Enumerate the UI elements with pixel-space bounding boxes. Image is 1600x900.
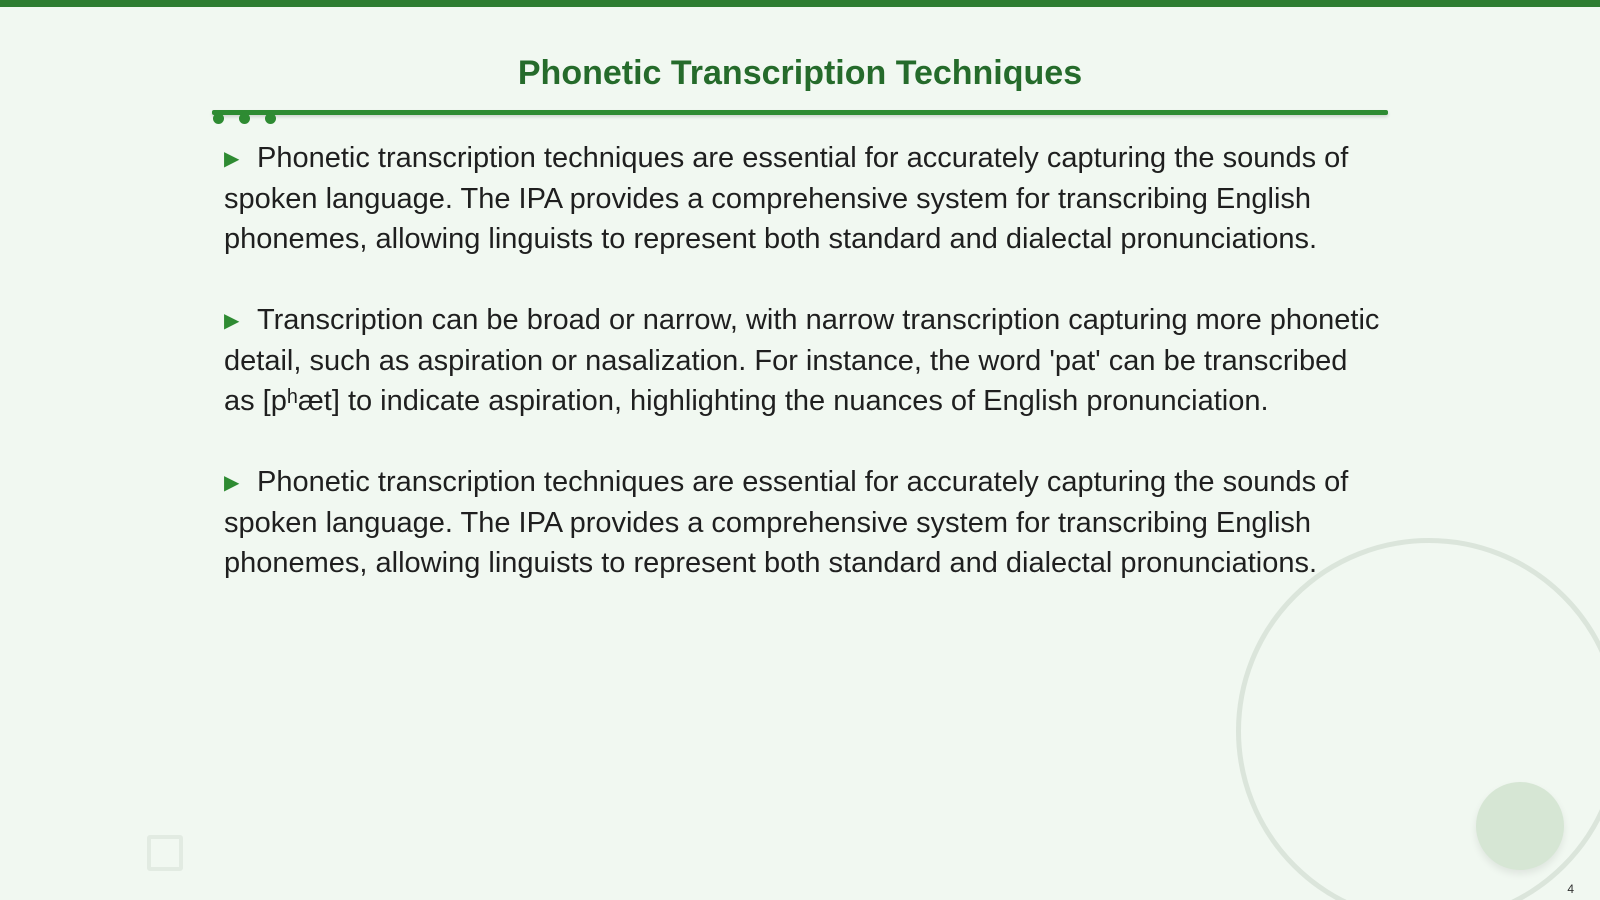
bullet-item (224, 462, 1384, 583)
triangle-right-icon: ▶ (224, 148, 240, 170)
decorative-square (147, 835, 183, 871)
bullet-item (224, 138, 1384, 259)
bullet-text: Transcription can be broad or narrow, with narrow transcription capturing more phonetic detail, such as aspiration or nasalization. For instance, the word 'pat' can be transcribed as [pʰæt] to indicate aspiration, highlighting the nuances of English pronunciation. (224, 304, 1380, 417)
decorative-disc (1476, 782, 1564, 870)
bullet-text: Phonetic transcription techniques are essential for accurately capturing the sounds of spoken language. The IPA provides a comprehensive system for transcribing English phonemes, allowing linguists to represent both standard and dialectal pronunciations. (224, 466, 1349, 579)
triangle-right-icon: ▶ (224, 310, 240, 332)
bullet-item (224, 300, 1384, 421)
decorative-dot (265, 113, 276, 124)
slide-title: Phonetic Transcription Techniques (517, 54, 1083, 92)
top-accent-bar (0, 0, 1600, 7)
decorative-dot (213, 113, 224, 124)
bullet-text: Phonetic transcription techniques are essential for accurately capturing the sounds of spoken language. The IPA provides a comprehensive system for transcribing English phonemes, allowing linguists to represent both standard and dialectal pronunciations. (224, 142, 1349, 255)
page-number: 4 (1567, 882, 1574, 896)
triangle-right-icon: ▶ (224, 472, 240, 494)
title-underline (212, 110, 1388, 115)
bullet-list (224, 138, 1384, 624)
decorative-dot (239, 113, 250, 124)
